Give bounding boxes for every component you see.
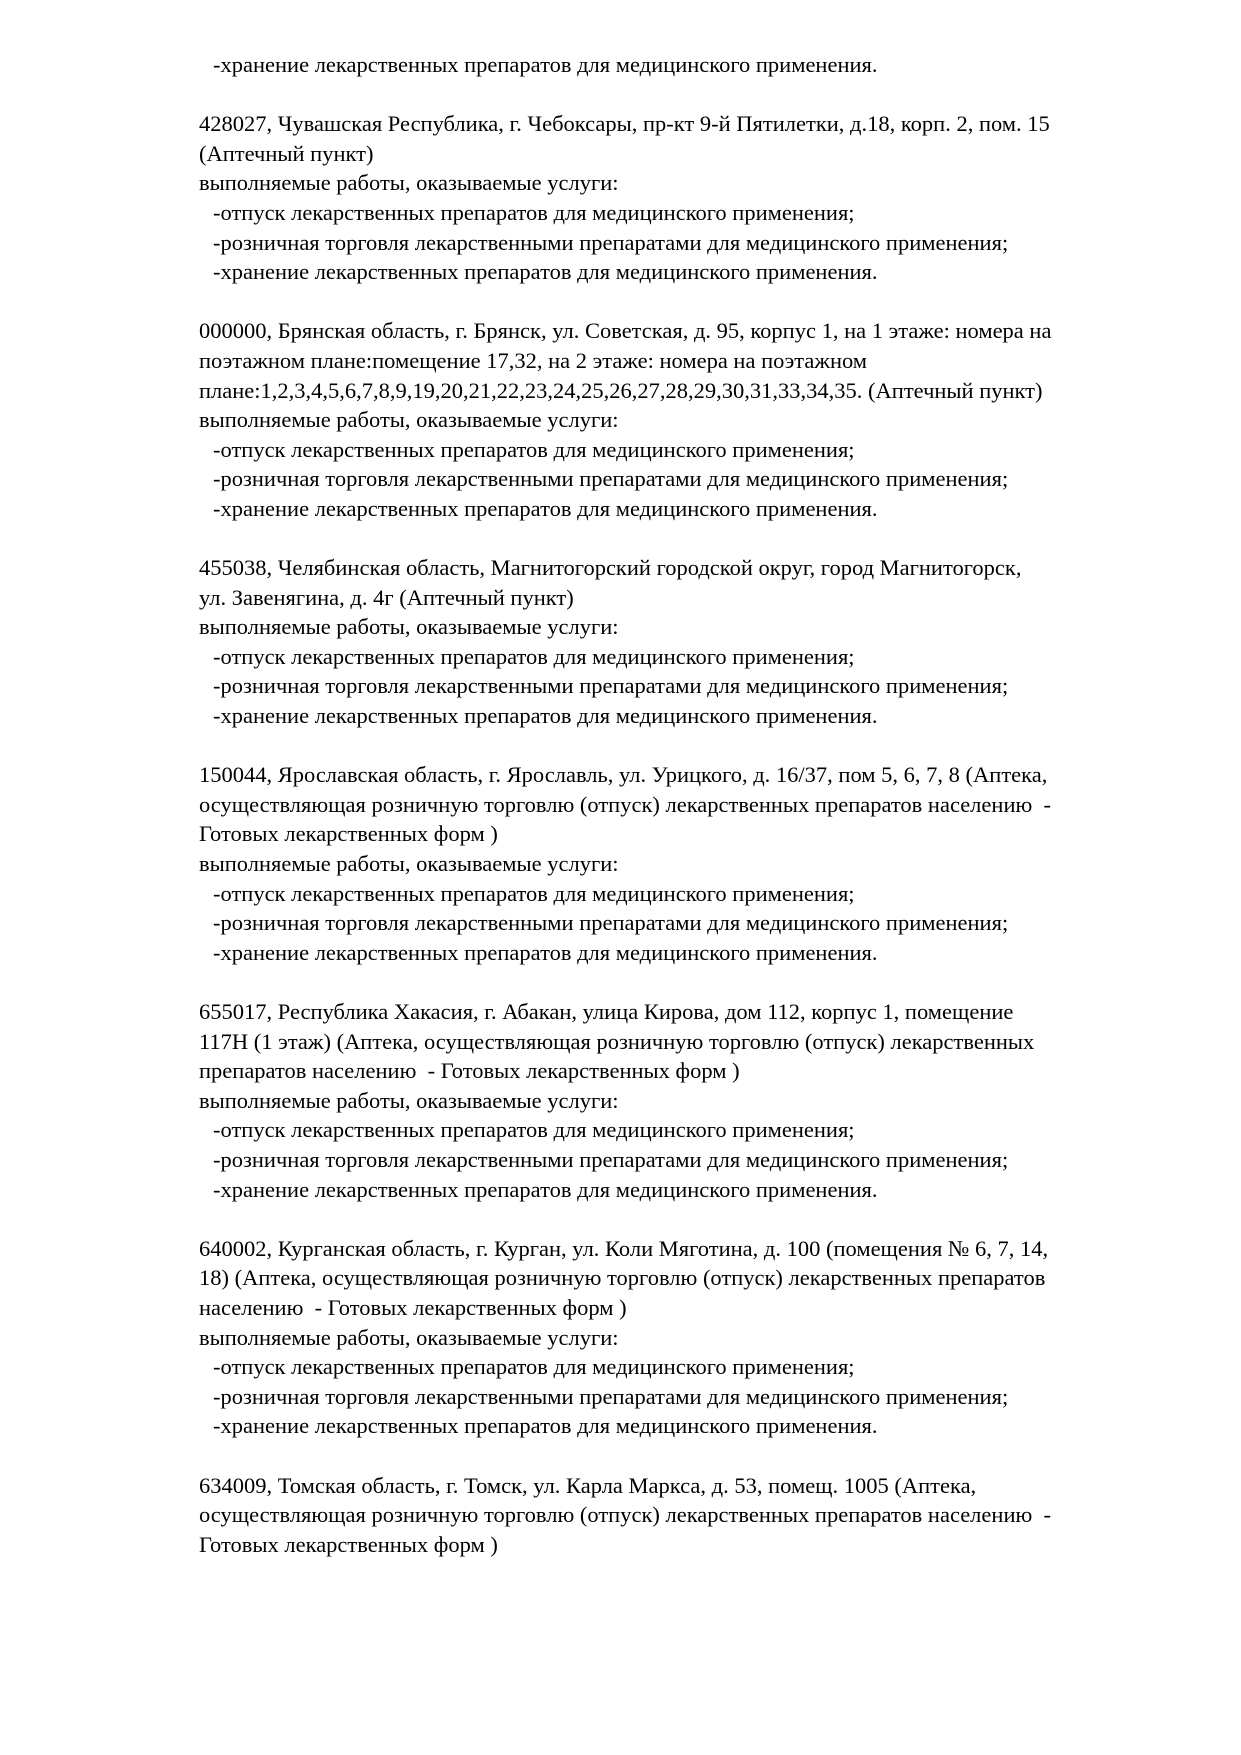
address-line: осуществляющая розничную торговлю (отпуск) лекарственных препаратов населению - xyxy=(199,1502,1052,1528)
service-line: -розничная торговля лекарственными препаратами для медицинского применения; xyxy=(213,466,1009,492)
service-line: -отпуск лекарственных препаратов для медицинского применения; xyxy=(213,1117,855,1143)
service-line: -розничная торговля лекарственными препаратами для медицинского применения; xyxy=(213,1146,1009,1172)
paragraph-gap xyxy=(199,1204,1181,1234)
paragraph-gap xyxy=(199,524,1181,554)
works-header: выполняемые работы, оказываемые услуги: xyxy=(199,407,619,433)
address-line: 000000, Брянская область, г. Брянск, ул. Советская, д. 95, корпус 1, на 1 этаже: номера на xyxy=(199,318,1052,344)
service-line: -хранение лекарственных препаратов для медицинского применения. xyxy=(213,939,878,965)
address-line: населению - Готовых лекарственных форм ) xyxy=(199,1294,627,1320)
paragraph-gap xyxy=(199,967,1181,997)
service-line: -отпуск лекарственных препаратов для медицинского применения; xyxy=(213,643,855,669)
address-line: 640002, Курганская область, г. Курган, ул. Коли Мяготина, д. 100 (помещения № 6, 7, 14, xyxy=(199,1235,1049,1261)
service-line: -отпуск лекарственных препаратов для медицинского применения; xyxy=(213,1354,855,1380)
service-line: -хранение лекарственных препаратов для медицинского применения. xyxy=(213,703,878,729)
service-line: -розничная торговля лекарственными препаратами для медицинского применения; xyxy=(213,673,1009,699)
works-header: выполняемые работы, оказываемые услуги: xyxy=(199,170,619,196)
license-entry xyxy=(199,760,1181,967)
works-header: выполняемые работы, оказываемые услуги: xyxy=(199,1324,619,1350)
license-entry xyxy=(199,109,1181,287)
address-line: 117Н (1 этаж) (Аптека, осуществляющая розничную торговлю (отпуск) лекарственных xyxy=(199,1028,1035,1054)
paragraph-gap xyxy=(199,80,1181,110)
works-header: выполняемые работы, оказываемые услуги: xyxy=(199,851,619,877)
address-line: плане:1,2,3,4,5,6,7,8,9,19,20,21,22,23,24,25,26,27,28,29,30,31,33,34,35. (Аптечный пункт) xyxy=(199,377,1043,403)
orphan-service-line: -хранение лекарственных препаратов для медицинского применения. xyxy=(213,52,878,77)
service-line: -розничная торговля лекарственными препаратами для медицинского применения; xyxy=(213,910,1009,936)
service-line: -розничная торговля лекарственными препаратами для медицинского применения; xyxy=(213,1383,1009,1409)
address-line: 655017, Республика Хакасия, г. Абакан, улица Кирова, дом 112, корпус 1, помещение xyxy=(199,999,1014,1024)
address-line: ул. Завенягина, д. 4г (Аптечный пункт) xyxy=(199,584,574,610)
address-line: 428027, Чувашская Республика, г. Чебоксары, пр-кт 9-й Пятилетки, д.18, корп. 2, пом. 15 xyxy=(199,111,1050,137)
works-header: выполняемые работы, оказываемые услуги: xyxy=(199,1087,619,1113)
service-line: -отпуск лекарственных препаратов для медицинского применения; xyxy=(213,436,855,462)
service-line: -отпуск лекарственных препаратов для медицинского применения; xyxy=(213,199,855,225)
service-line: -хранение лекарственных препаратов для медицинского применения. xyxy=(213,495,878,521)
address-line: 455038, Челябинская область, Магнитогорский городской округ, город Магнитогорск, xyxy=(199,555,1022,581)
license-entry xyxy=(199,553,1181,731)
paragraph-gap xyxy=(199,287,1181,317)
works-header: выполняемые работы, оказываемые услуги: xyxy=(199,614,619,640)
address-line: 150044, Ярославская область, г. Ярославль, ул. Урицкого, д. 16/37, пом 5, 6, 7, 8 (Аптека, xyxy=(199,762,1048,788)
license-entry xyxy=(199,1471,1181,1560)
service-line: -хранение лекарственных препаратов для медицинского применения. xyxy=(213,1176,878,1202)
address-line: 18) (Аптека, осуществляющая розничную торговлю (отпуск) лекарственных препаратов xyxy=(199,1265,1046,1291)
address-line: препаратов населению - Готовых лекарственных форм ) xyxy=(199,1058,740,1084)
service-line: -отпуск лекарственных препаратов для медицинского применения; xyxy=(213,880,855,906)
license-entry xyxy=(199,1234,1181,1441)
address-line: поэтажном плане:помещение 17,32, на 2 этаже: номера на поэтажном xyxy=(199,347,868,373)
license-entry xyxy=(199,316,1181,523)
address-line: (Аптечный пункт) xyxy=(199,140,374,166)
paragraph-gap xyxy=(199,731,1181,761)
service-line: -хранение лекарственных препаратов для медицинского применения. xyxy=(213,1413,878,1439)
address-line: Готовых лекарственных форм ) xyxy=(199,1531,498,1557)
address-line: Готовых лекарственных форм ) xyxy=(199,821,498,847)
service-line: -розничная торговля лекарственными препаратами для медицинского применения; xyxy=(213,229,1009,255)
address-line: осуществляющая розничную торговлю (отпуск) лекарственных препаратов населению - xyxy=(199,791,1052,817)
service-line: -хранение лекарственных препаратов для медицинского применения. xyxy=(213,259,878,285)
license-entry xyxy=(199,997,1181,1204)
paragraph-gap xyxy=(199,1441,1181,1471)
address-line: 634009, Томская область, г. Томск, ул. Карла Маркса, д. 53, помещ. 1005 (Аптека, xyxy=(199,1472,977,1498)
